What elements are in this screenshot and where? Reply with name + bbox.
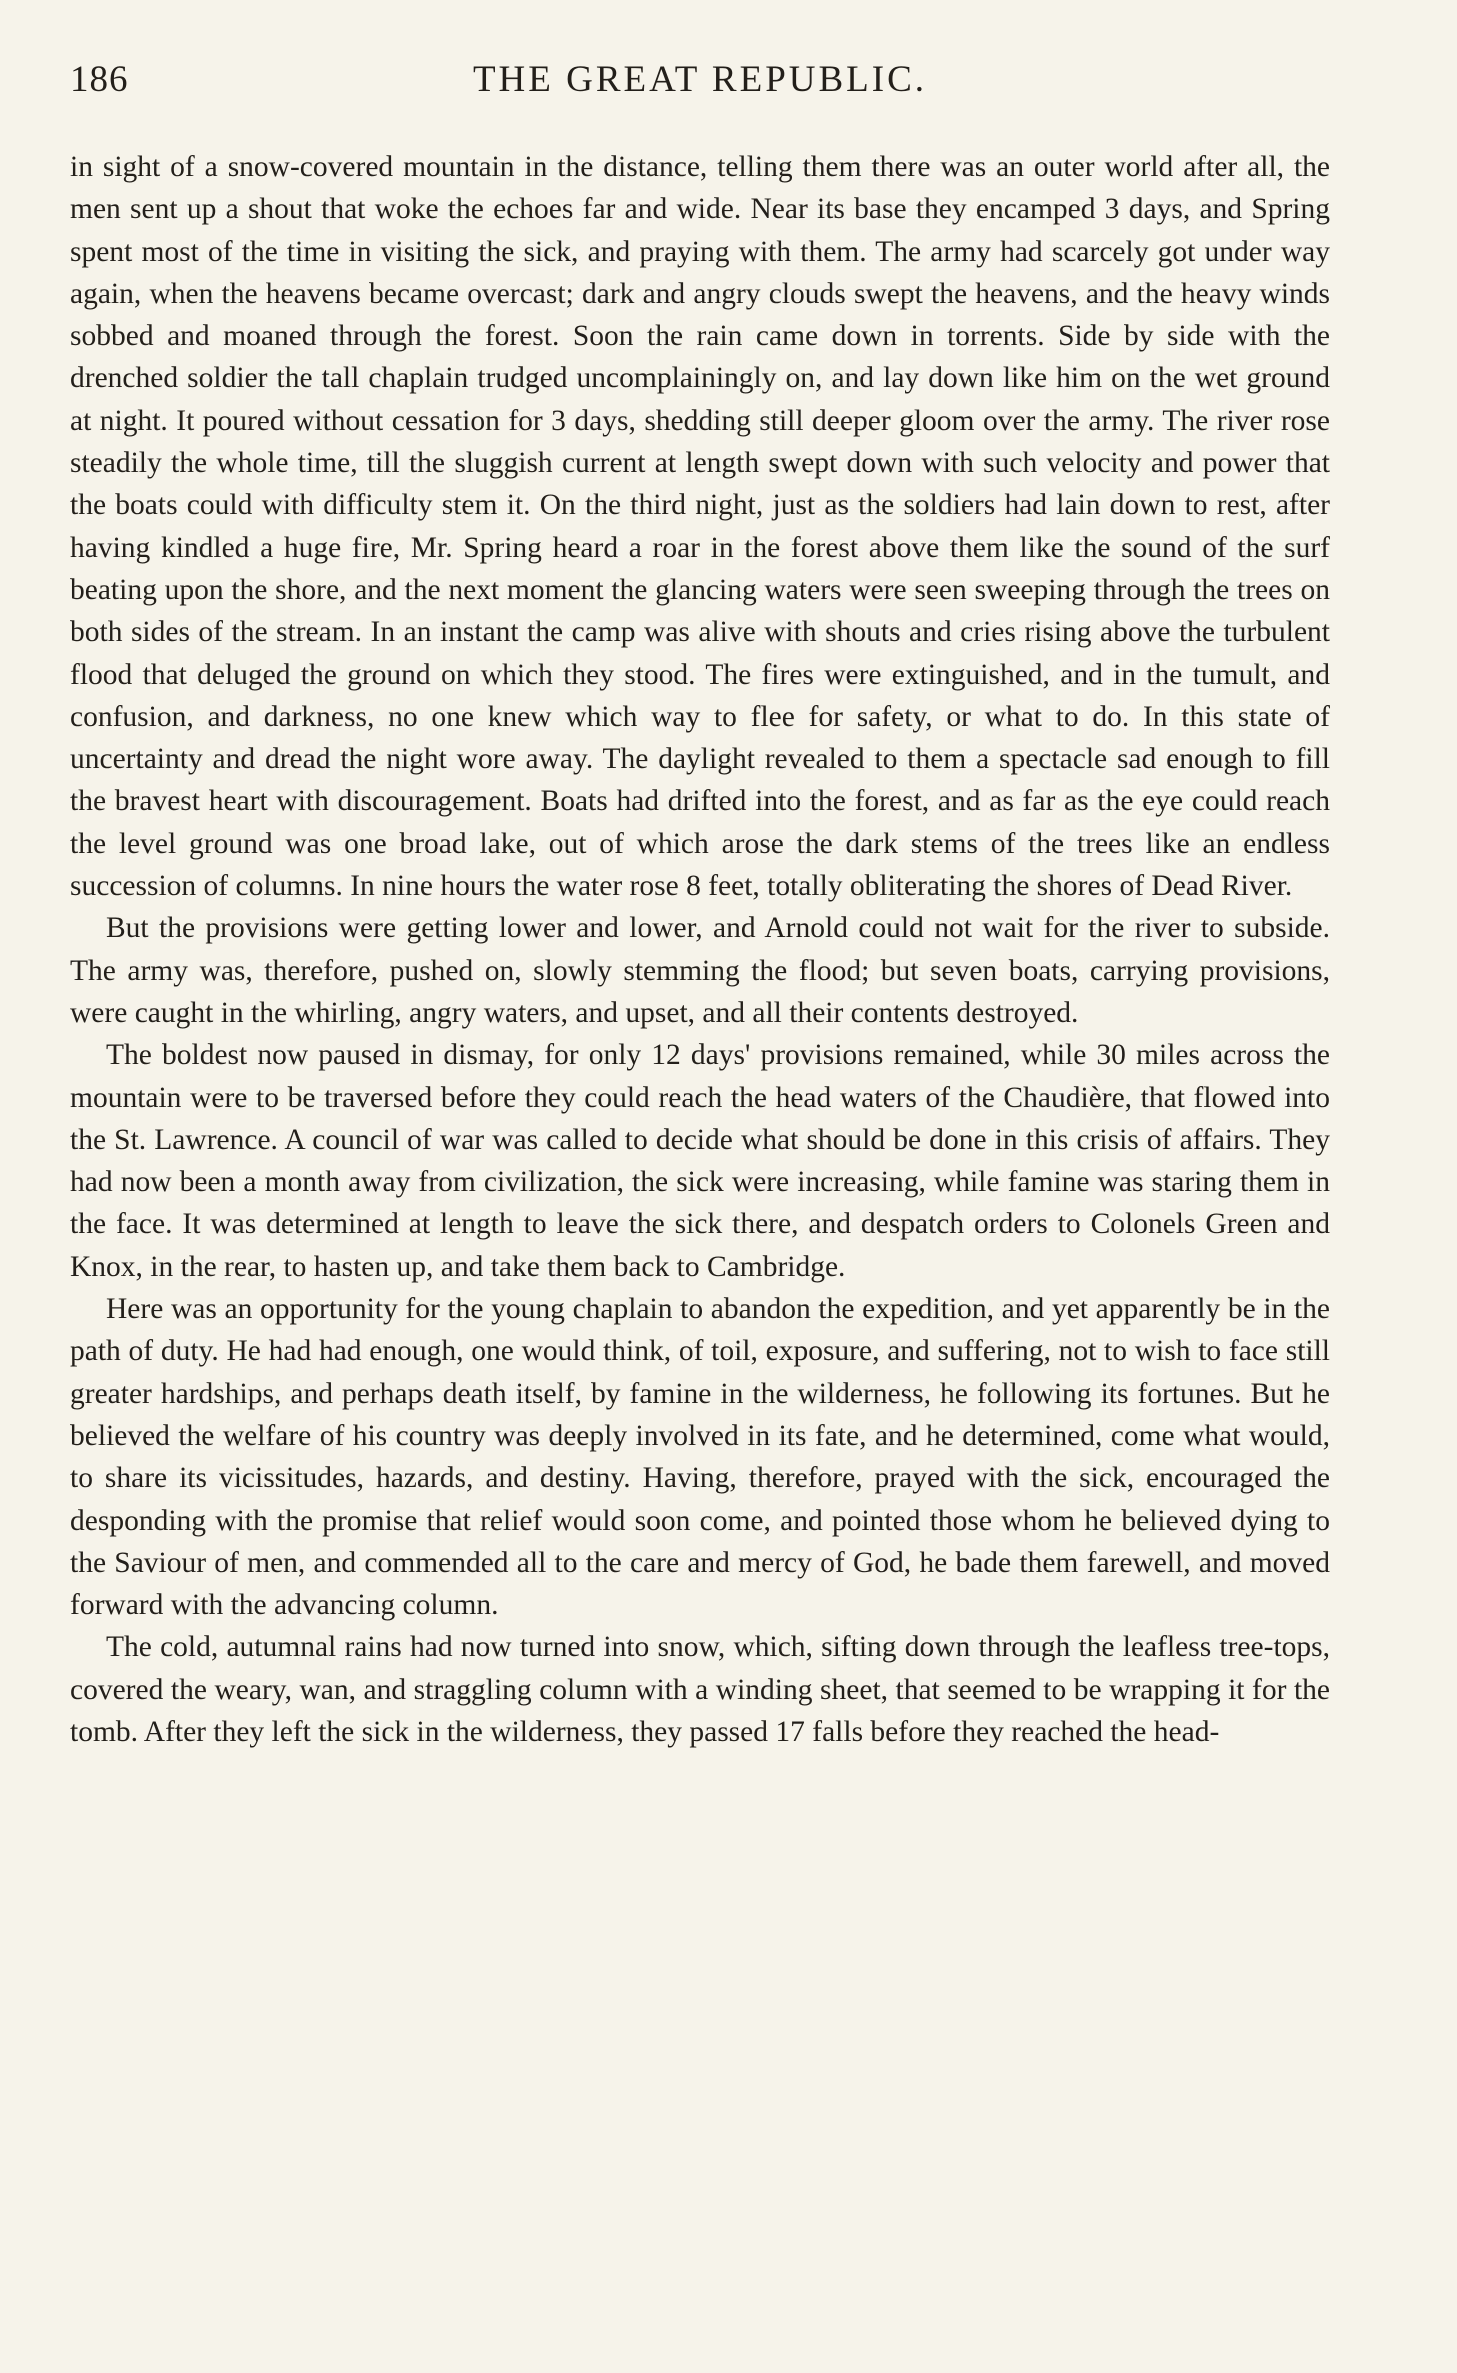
paragraph: The cold, autumnal rains had now turned into snow, which, sifting down through the leafless tree-tops, covered the weary, wan, and straggling column with a winding sheet, that seemed to be wrapping it for the tomb. After they left the sick in the wilderness, they passed 17 falls before they reached the head-: [70, 1631, 1330, 1748]
body-text: [70, 146, 1330, 1753]
running-title: THE GREAT REPUBLIC.: [472, 59, 928, 100]
paragraph: But the provisions were getting lower and lower, and Arnold could not wait for the river to subside. The army was, therefore, pushed on, slowly stemming the flood; but seven boats, carrying provisions, were caught in the whirling, angry waters, and upset, and all their contents destroyed.: [70, 912, 1330, 1029]
running-head: [70, 58, 1330, 114]
paragraph-continued: in sight of a snow-covered mountain in the distance, telling them there was an outer world after all, the men sent up a shout that woke the echoes far and wide. Near its base they encamped 3 days, and Spring spent most of the time in visiting the sick, and praying with them. The army had scarcely got under way again, when the heavens became overcast; dark and angry clouds swept the heavens, and the heavy winds sobbed and moaned through the forest. Soon the rain came down in torrents. Side by side with the drenched soldier the tall chaplain trudged uncomplainingly on, and lay down like him on the wet ground at night. It poured without cessation for 3 days, shedding still deeper gloom over the army. The river rose steadily the whole time, till the sluggish current at length swept down with such velocity and power that the boats could with difficulty stem it. On the third night, just as the soldiers had lain down to rest, after having kindled a huge fire, Mr. Spring heard a roar in the forest above them like the sound of the surf beating upon the shore, and the next moment the glancing waters were seen sweeping through the trees on both sides of the stream. In an instant the camp was alive with shouts and cries rising above the turbulent flood that deluged the ground on which they stood. The fires were extinguished, and in the tumult, and confusion, and darkness, no one knew which way to flee for safety, or what to do. In this state of uncertainty and dread the night wore away. The daylight revealed to them a spectacle sad enough to fill the bravest heart with discouragement. Boats had drifted into the forest, and as far as the eye could reach the level ground was one broad lake, out of which arose the dark stems of the trees like an endless succession of columns. In nine hours the water rose 8 feet, totally obliterating the shores of Dead River.: [70, 151, 1330, 903]
paragraph: Here was an opportunity for the young chaplain to abandon the expedition, and yet apparently be in the path of duty. He had had enough, one would think, of toil, exposure, and suffering, not to wish to face still greater hardships, and perhaps death itself, by famine in the wilderness, he following its fortunes. But he believed the welfare of his country was deeply involved in its fate, and he determined, come what would, to share its vicissitudes, hazards, and destiny. Having, therefore, prayed with the sick, encouraged the desponding with the promise that relief would soon come, and pointed those whom he believed dying to the Saviour of men, and commended all to the care and mercy of God, he bade them farewell, and moved forward with the advancing column.: [70, 1293, 1330, 1622]
page-number: 186: [70, 59, 129, 100]
paragraph: The boldest now paused in dismay, for only 12 days' provisions remained, while 30 miles across the mountain were to be traversed before they could reach the head waters of the Chaudière, that flowed into the St. Lawrence. A council of war was called to decide what should be done in this crisis of affairs. They had now been a month away from civilization, the sick were increasing, while famine was staring them in the face. It was determined at length to leave the sick there, and despatch orders to Colonels Green and Knox, in the rear, to hasten up, and take them back to Cambridge.: [70, 1039, 1330, 1283]
